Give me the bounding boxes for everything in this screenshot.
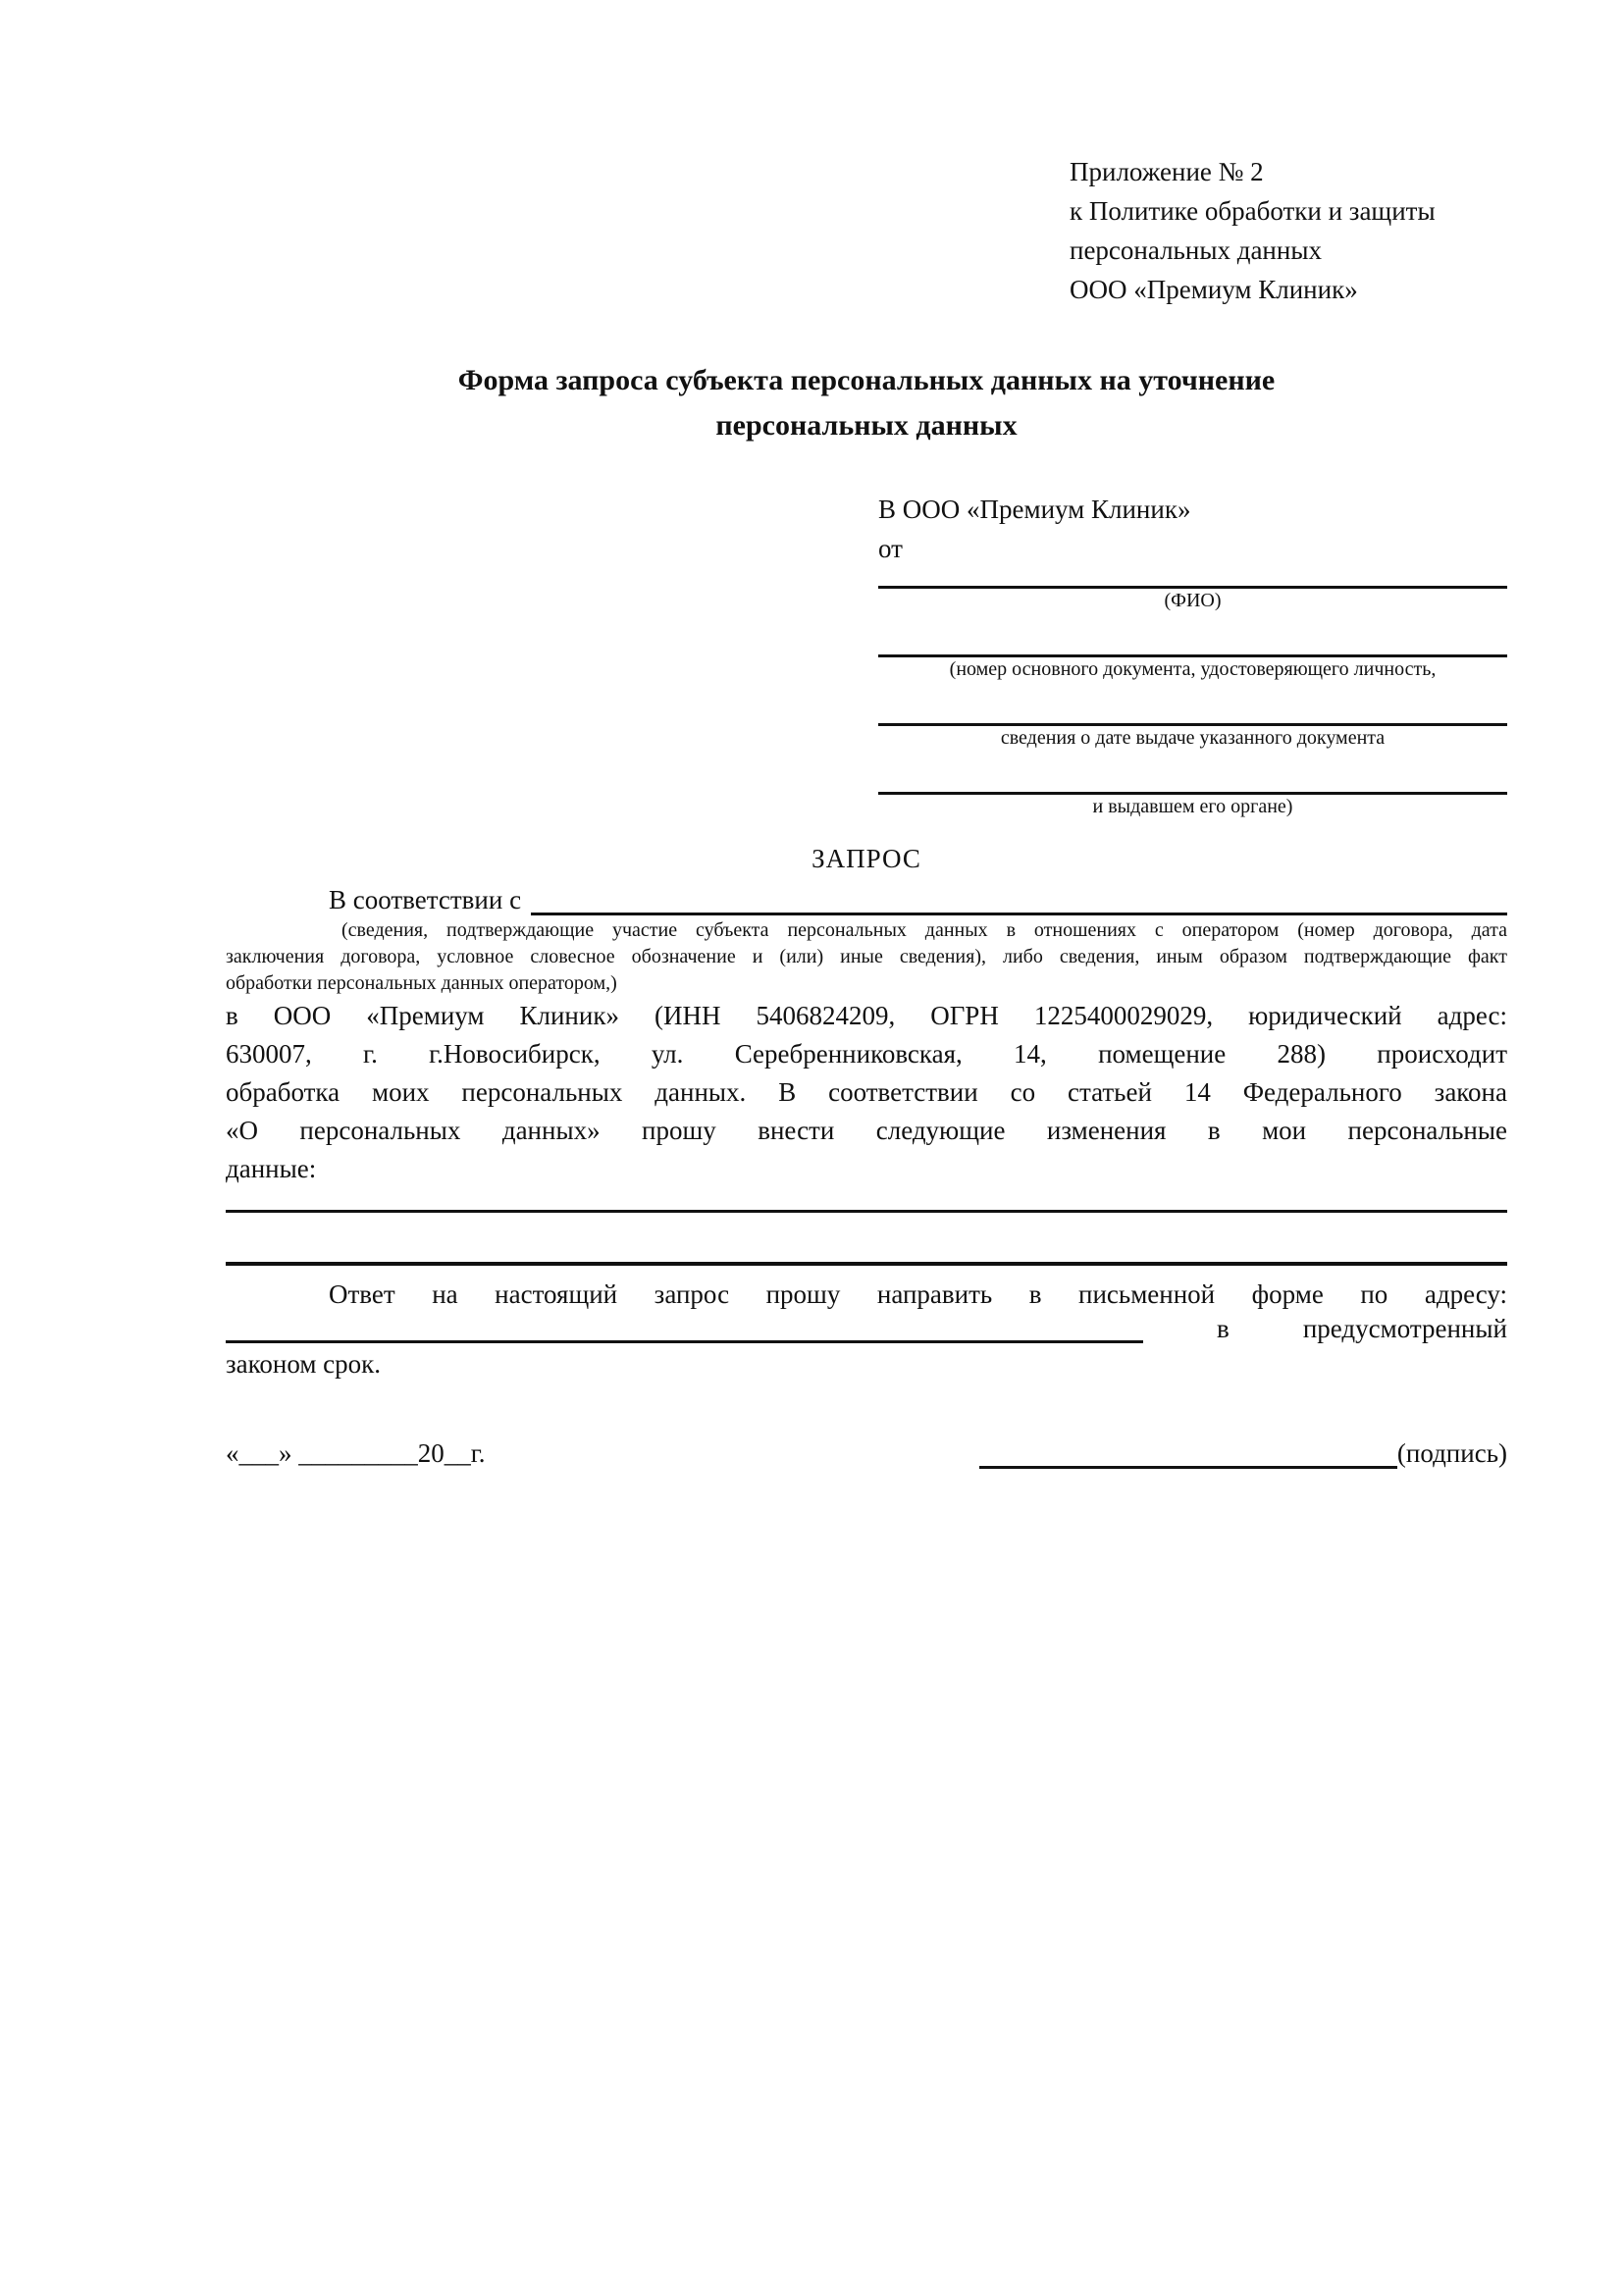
answer-line-3: законом срок. (226, 1349, 382, 1379)
date-signature-row (226, 1437, 1507, 1469)
addressee-field-id-document (878, 637, 1507, 682)
answer-word: предусмотренный (1302, 1314, 1507, 1343)
fine-print-line: обработки персональных данных оператором,) (226, 972, 617, 994)
signature-blank-line (979, 1438, 1397, 1469)
fio-blank-line (878, 568, 1507, 589)
id-document-blank-line (878, 637, 1507, 657)
request-intro-prefix: В соответствии с (329, 885, 522, 914)
addressee-org: В ООО «Премиум Клиник» (878, 495, 1191, 524)
document-title (226, 358, 1507, 448)
request-body-line: 630007, г. г.Новосибирск, ул. Серебренниковская, 14, помещение 288) происходит (226, 1039, 1507, 1069)
signature-group (979, 1437, 1507, 1469)
issue-date-caption: сведения о дате выдаче указанного документа (1000, 727, 1386, 749)
changes-blank-line-2 (226, 1213, 1507, 1266)
appendix-note (1070, 152, 1507, 309)
request-body-line: в ООО «Премиум Клиник» (ИНН 5406824209, ОГРН 1225400029029, юридический адрес: (226, 1001, 1507, 1030)
request-body-line: данные: (226, 1154, 317, 1183)
date-line: «___» _________20__г. (226, 1438, 486, 1468)
appendix-line: к Политике обработки и защиты (1070, 196, 1436, 226)
changes-blank-line-1 (226, 1188, 1507, 1213)
appendix-line: персональных данных (1070, 235, 1322, 265)
addressee-from: от (878, 534, 903, 563)
appendix-line: ООО «Премиум Клиник» (1070, 275, 1358, 304)
issuing-authority-caption: и выдавшем его органе) (1092, 796, 1293, 817)
appendix-line: Приложение № 2 (1070, 157, 1264, 186)
request-body-line: «О персональных данных» прошу внести следующие изменения в мои персональные (226, 1116, 1507, 1145)
fine-print-block (226, 917, 1507, 997)
addressee-field-issue-date (878, 705, 1507, 751)
fine-print-line: заключения договора, условное словесное обозначение и (или) иные сведения), либо сведения, иным образом подтверждающие факт (226, 946, 1507, 967)
document-title-line-2: персональных данных (715, 409, 1018, 442)
addressee-field-fio (878, 568, 1507, 613)
request-intro-blank-line (531, 883, 1507, 915)
answer-paragraph (226, 1276, 1507, 1383)
request-heading: ЗАПРОС (812, 844, 921, 873)
document-title-line-1: Форма запроса субъекта персональных данных на уточнение (457, 364, 1276, 396)
fio-caption: (ФИО) (1164, 590, 1222, 611)
request-intro (226, 882, 1507, 915)
addressee-field-issuing-authority (878, 774, 1507, 819)
answer-word: в (1217, 1314, 1230, 1343)
request-body (226, 997, 1507, 1188)
answer-line-2 (226, 1314, 1507, 1343)
issuing-authority-blank-line (878, 774, 1507, 795)
id-document-caption: (номер основного документа, удостоверяющего личность, (949, 658, 1437, 680)
signature-caption: (подпись) (1396, 1438, 1507, 1468)
answer-address-blank-line (226, 1313, 1143, 1343)
answer-line-1: Ответ на настоящий запрос прошу направить в письменной форме по адресу: (329, 1279, 1507, 1309)
issue-date-blank-line (878, 705, 1507, 726)
fine-print-line: (сведения, подтверждающие участие субъекта персональных данных в отношениях с оператором (номер договора, дата (341, 919, 1507, 941)
addressee-block (878, 490, 1507, 819)
request-body-line: обработка моих персональных данных. В соответствии со статьей 14 Федерального закона (226, 1077, 1507, 1107)
